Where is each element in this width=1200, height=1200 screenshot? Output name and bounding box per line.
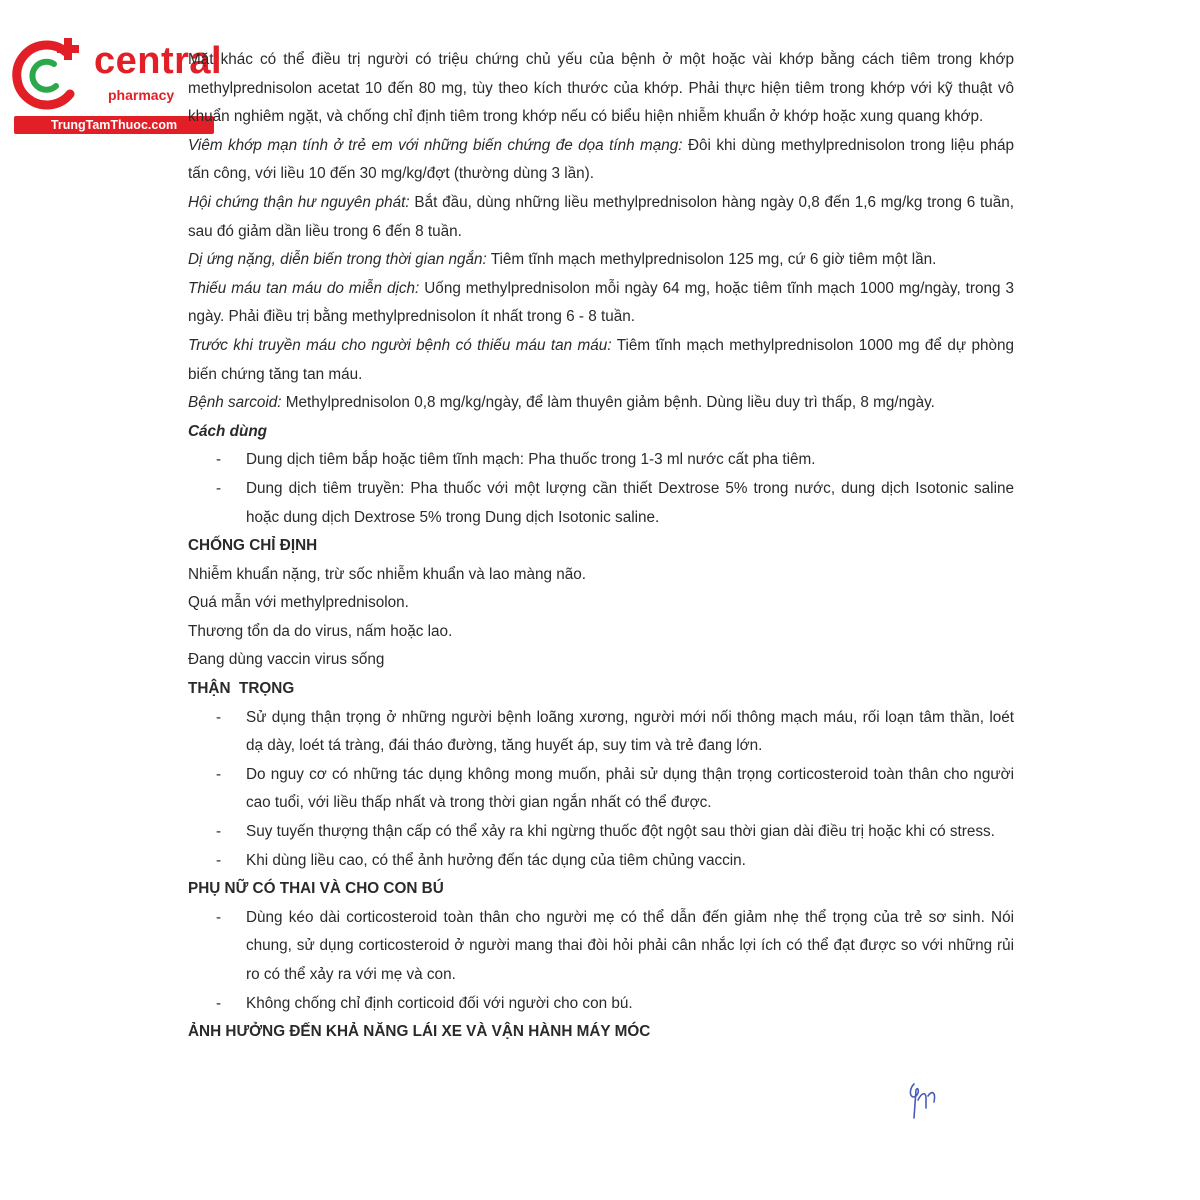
indication-pre-transfusion [188,332,1014,389]
indication-label: Bệnh sarcoid: [188,394,282,412]
list-item: - Dung dịch tiêm truyền: Pha thuốc với một lượng cần thiết Dextrose 5% trong nước, dung dịch Isotonic saline hoặc dung dịch Dextrose 5% trong Dung dịch Isotonic saline. [188,475,1014,532]
indication-nephrotic-syndrome [188,189,1014,246]
handwritten-initial-signature [904,1078,944,1122]
indication-label: Viêm khớp mạn tính ở trẻ em với những biến chứng đe dọa tính mạng: [188,136,683,154]
list-item: - Dung dịch tiêm bắp hoặc tiêm tĩnh mạch: Pha thuốc trong 1-3 ml nước cất pha tiêm. [188,446,1014,475]
central-pharmacy-logo-icon [8,36,92,116]
indication-hemolytic-anemia [188,275,1014,332]
list-item: - Khi dùng liều cao, có thể ảnh hưởng đến tác dụng của tiêm chủng vaccin. [188,847,1014,876]
usage-heading: Cách dùng [188,422,268,440]
indication-label: Trước khi truyền máu cho người bệnh có thiếu máu tan máu: [188,336,612,354]
indication-text: Bắt đầu, dùng những liều methylprednisolon hàng ngày 0,8 đến 1,6 mg/kg trong 6 tuần, sau đó giảm dần liều trong 6 đến 8 tuần. [188,193,1014,240]
logo-url-banner: TrungTamThuoc.com [14,116,214,134]
pregnancy-heading: PHỤ NỮ CÓ THAI VÀ CHO CON BÚ [188,880,444,898]
driving-heading: ẢNH HƯỞNG ĐẾN KHẢ NĂNG LÁI XE VÀ VẬN HÀNH MÁY MÓC [188,1023,651,1041]
precautions-list [188,704,1014,876]
indication-severe-allergy [188,246,1014,275]
contraindication-line: Quá mẫn với methylprednisolon. [188,594,409,612]
list-item: - Do nguy cơ có những tác dụng không mong muốn, phải sử dụng thận trọng corticosteroid toàn thân cho người cao tuổi, với liều thấp nhất và trong thời gian ngắn nhất có thể được. [188,761,1014,818]
indication-text: Tiêm tĩnh mạch methylprednisolon 125 mg, cứ 6 giờ tiêm một lần. [486,251,937,269]
indication-label: Hội chứng thận hư nguyên phát: [188,193,410,211]
list-item: - Dùng kéo dài corticosteroid toàn thân cho người mẹ có thể dẫn đến giảm nhẹ thể trọng của trẻ sơ sinh. Nói chung, sử dụng corticosteroid ở người mang thai đòi hỏi phải cân nhắc lợi ích có thể đạt được so với những rủi ro có thể xảy ra với mẹ và con. [188,904,1014,990]
indication-juvenile-arthritis [188,132,1014,189]
contraindication-line: Nhiễm khuẩn nặng, trừ sốc nhiễm khuẩn và lao màng não. [188,565,586,583]
logo-name: central [94,40,223,82]
indication-text: Methylprednisolon 0,8 mg/kg/ngày, để làm thuyên giảm bệnh. Dùng liều duy trì thấp, 8 mg/ngày. [281,394,935,412]
indication-label: Dị ứng nặng, diễn biến trong thời gian ngắn: [188,251,487,269]
brand-logo [8,36,223,136]
indication-text: Tiêm tĩnh mạch methylprednisolon 1000 mg để dự phòng biến chứng tăng tan máu. [188,336,1015,383]
indication-sarcoidosis [188,389,1014,418]
document-body [188,46,1014,1047]
contraindications-heading: CHỐNG CHỈ ĐỊNH [188,537,318,555]
indication-text: Uống methylprednisolon mỗi ngày 64 mg, hoặc tiêm tĩnh mạch 1000 mg/ngày, trong 3 ngày. Phải điều trị bằng methylprednisolon ít nhất trong 6 - 8 tuần. [188,279,1014,326]
list-item: - Suy tuyến thượng thận cấp có thể xảy ra khi ngừng thuốc đột ngột sau thời gian dài điều trị hoặc khi có stress. [188,818,1014,847]
pregnancy-list [188,904,1014,1018]
intro-paragraph: Mặt khác có thể điều trị người có triệu chứng chủ yếu của bệnh ở một hoặc vài khớp bằng cách tiêm trong khớp methylprednisolon acetat 10 đến 80 mg, tùy theo kích thước của khớp. Phải thực hiện tiêm trong khớp với kỹ thuật vô khuẩn nghiêm ngặt, và chống chỉ định tiêm trong khớp nếu có biểu hiện nhiễm khuẩn ở khớp hoặc xung quang khớp. [188,51,1014,126]
indication-text: Đôi khi dùng methylprednisolon trong liệu pháp tấn công, với liều 10 đến 30 mg/kg/đợt (thường dùng 3 lần). [188,136,1014,183]
indication-label: Thiếu máu tan máu do miễn dịch: [188,279,420,297]
contraindication-line: Đang dùng vaccin virus sống [188,651,385,669]
contraindication-line: Thương tổn da do virus, nấm hoặc lao. [188,622,453,640]
logo-subtitle: pharmacy [108,87,175,103]
precautions-heading: THẬN TRỌNG [188,680,295,698]
list-item: - Sử dụng thận trọng ở những người bệnh loãng xương, người mới nối thông mạch máu, rối loạn tâm thần, loét dạ dày, loét tá tràng, đái tháo đường, tăng huyết áp, suy tim và trẻ đang lớn. [188,704,1014,761]
list-item: - Không chống chỉ định corticoid đối với người cho con bú. [188,990,1014,1019]
usage-list [188,446,1014,532]
